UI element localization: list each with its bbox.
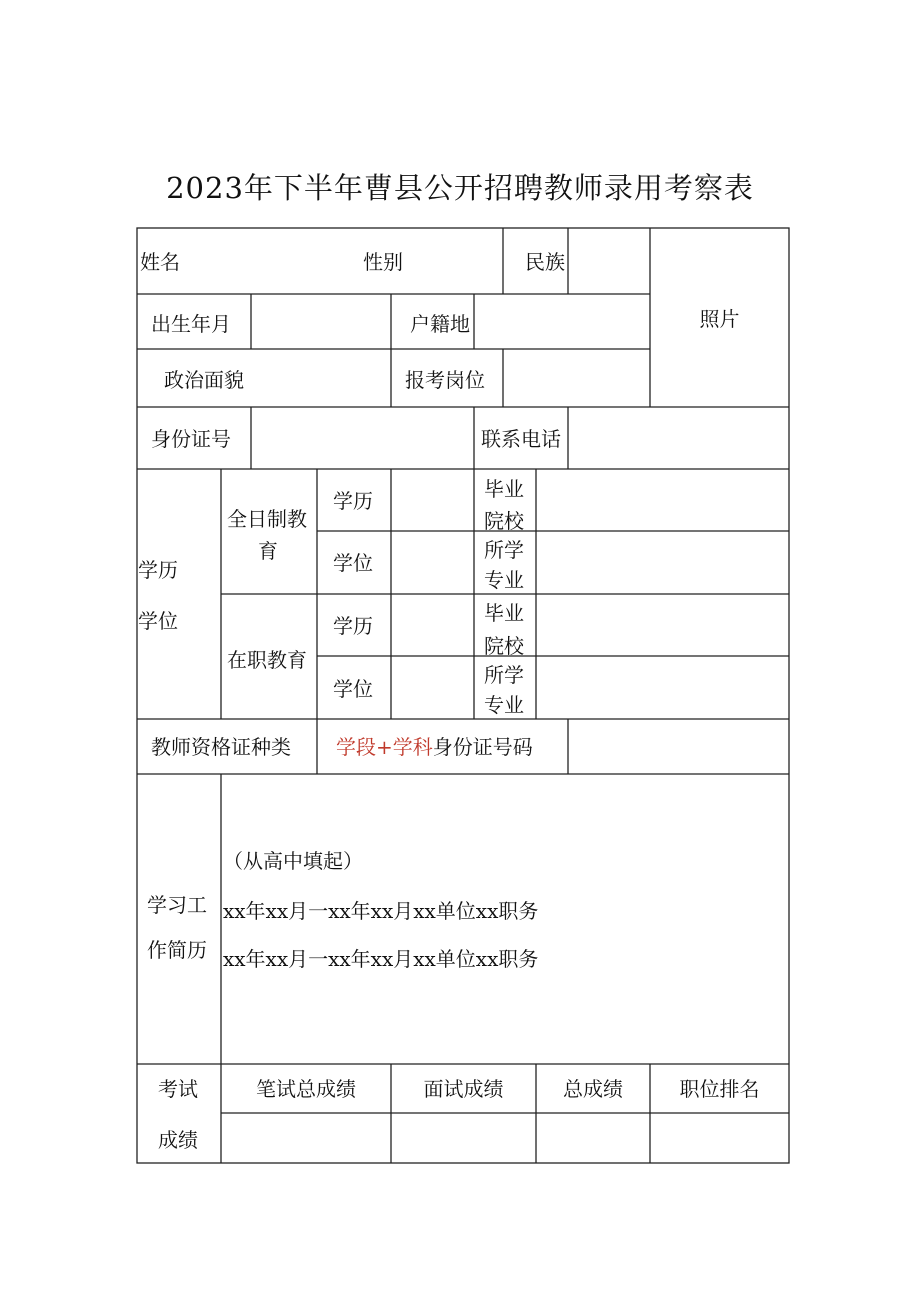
page-title: 2023年下半年曹县公开招聘教师录用考察表	[166, 171, 754, 205]
label-interview-score: 面试成绩	[423, 1077, 504, 1101]
label-exam-1: 考试	[158, 1077, 198, 1101]
label-gender: 性别	[363, 250, 403, 274]
label-birth: 出生年月	[151, 312, 231, 336]
resume-line-2: xx年xx月一xx年xx月xx单位xx职务	[223, 947, 539, 971]
label-edu-degree-1: 学历	[138, 558, 178, 582]
label-school-2b: 院校	[484, 634, 524, 658]
label-major-1b: 专业	[484, 568, 524, 592]
label-resume-2: 作简历	[147, 938, 207, 962]
label-written-score: 笔试总成绩	[256, 1077, 356, 1101]
label-name: 姓名	[140, 250, 180, 274]
label-edu-degree-2: 学位	[138, 609, 178, 633]
label-inservice-degree: 学位	[333, 677, 373, 701]
label-fulltime-edu: 学历	[333, 489, 373, 513]
label-resume-1: 学习工	[147, 893, 207, 917]
label-cert-type: 教师资格证种类	[151, 735, 291, 759]
label-photo: 照片	[699, 307, 740, 331]
label-school-1a: 毕业	[484, 477, 524, 501]
label-rank: 职位排名	[679, 1077, 760, 1101]
label-major-2a: 所学	[484, 663, 524, 687]
resume-line-1: xx年xx月一xx年xx月xx单位xx职务	[223, 899, 539, 923]
label-fulltime-degree: 学位	[333, 551, 373, 575]
label-major-1a: 所学	[484, 538, 524, 562]
label-inservice: 在职教育	[227, 648, 307, 672]
label-school-2a: 毕业	[484, 601, 524, 625]
label-school-1b: 院校	[484, 509, 524, 533]
label-id-number: 身份证号	[151, 427, 231, 451]
resume-hint: （从高中填起）	[223, 849, 363, 873]
label-politics: 政治面貌	[164, 368, 244, 392]
label-fulltime-1: 全日制教	[227, 507, 307, 531]
label-inservice-edu: 学历	[333, 614, 373, 638]
label-total-score: 总成绩	[563, 1077, 623, 1101]
label-position: 报考岗位	[405, 368, 485, 392]
cert-hint: 学段+学科	[336, 735, 433, 759]
label-cert-id: 身份证号码	[432, 735, 533, 759]
label-fulltime-2: 育	[258, 539, 278, 563]
label-major-2b: 专业	[484, 693, 524, 717]
label-phone: 联系电话	[481, 427, 561, 451]
label-exam-2: 成绩	[158, 1128, 198, 1152]
label-ethnicity: 民族	[525, 250, 565, 274]
label-hukou: 户籍地	[410, 312, 470, 336]
